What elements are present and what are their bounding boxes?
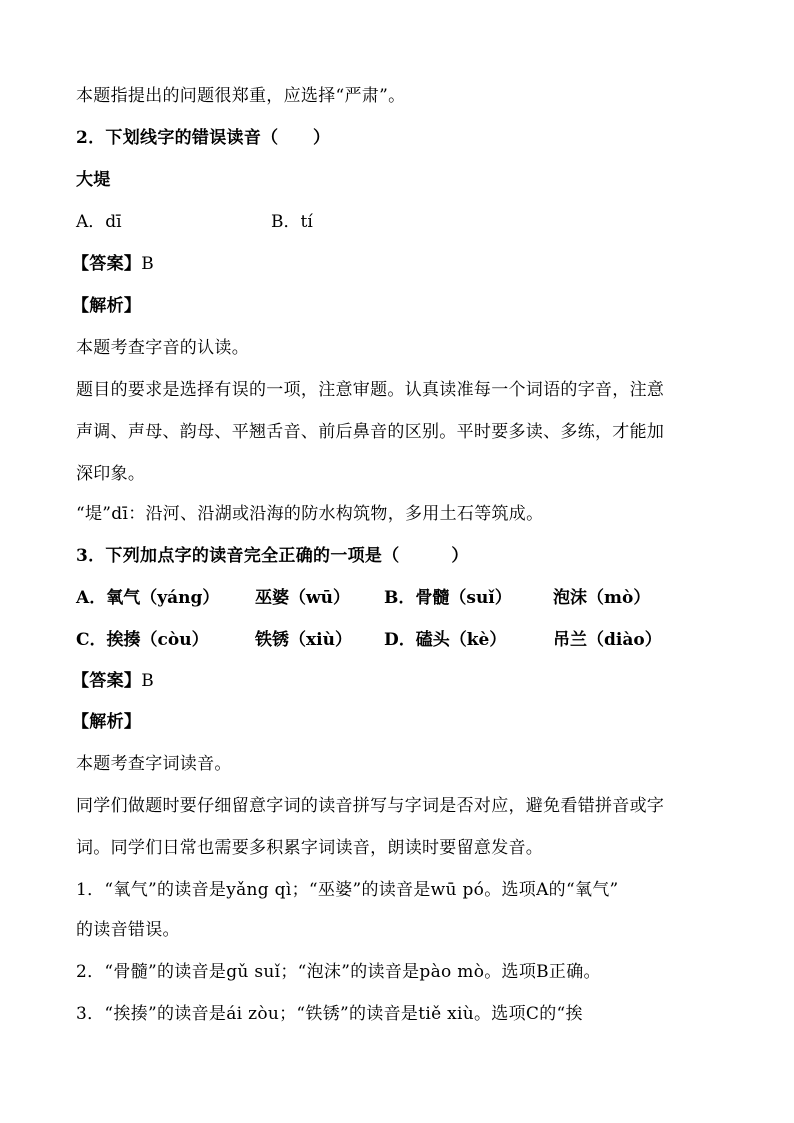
analysis-text: 2．“骨髓”的读音是gǔ suǐ；“泡沫”的读音是pào mò。选项B正确。: [76, 962, 601, 982]
question-3-option-c-word2: 铁锈（xiù）: [255, 630, 352, 650]
analysis-label: 【解析】: [72, 712, 142, 732]
answer-line: [72, 669, 154, 693]
question-3-stem: 3．下列加点字的读音完全正确的一项是（ ）: [76, 546, 469, 566]
analysis-text: 声调、声母、韵母、平翘舌音、前后鼻音的区别。平时要多读、多练，才能加: [76, 422, 665, 442]
question-2-option-b: B．tí: [271, 212, 313, 232]
question-3-option-b: B．骨髓（suǐ）: [384, 588, 512, 608]
question-2-word: 大堤: [76, 170, 111, 190]
analysis-text: 本题考查字词读音。: [76, 754, 232, 774]
question-2-stem: 2．下划线字的错误读音（ ）: [76, 128, 331, 148]
analysis-label: 【解析】: [72, 296, 142, 316]
analysis-text: 3．“挨揍”的读音是ái zòu；“铁锈”的读音是tiě xiù。选项C的“挨: [76, 1004, 583, 1024]
analysis-text: 题目的要求是选择有误的一项，注意审题。认真读准每一个词语的字音，注意: [76, 380, 665, 400]
analysis-text: 深印象。: [76, 464, 146, 484]
answer-line: [72, 252, 154, 276]
analysis-text: 本题考查字音的认读。: [76, 338, 249, 358]
question-3-option-a: A．氧气（yáng）: [76, 588, 220, 608]
analysis-text: 的读音错误。: [76, 920, 180, 940]
text-line: 本题指提出的问题很郑重，应选择“严肃”。: [76, 86, 406, 106]
analysis-text: “堤”dī：沿河、沿湖或沿海的防水构筑物，多用土石等筑成。: [76, 504, 544, 524]
analysis-text: 1．“氧气”的读音是yǎng qì；“巫婆”的读音是wū pó。选项A的“氧气”: [76, 880, 619, 900]
answer-value: B: [141, 254, 154, 274]
question-3-option-d: D．磕头（kè）: [384, 630, 507, 650]
question-2-option-a: A．dī: [76, 212, 122, 232]
answer-value: B: [141, 671, 154, 691]
question-3-option-a-word2: 巫婆（wū）: [255, 588, 350, 608]
question-3-option-d-word2: 吊兰（diào）: [553, 630, 662, 650]
analysis-text: 词。同学们日常也需要多积累字词读音，朗读时要留意发音。: [76, 838, 544, 858]
analysis-text: 同学们做题时要仔细留意字词的读音拼写与字词是否对应，避免看错拼音或字: [76, 796, 665, 816]
question-3-option-b-word2: 泡沫（mò）: [553, 588, 651, 608]
answer-label: 【答案】: [72, 254, 142, 274]
question-3-option-c: C．挨揍（còu）: [76, 630, 209, 650]
answer-label: 【答案】: [72, 671, 142, 691]
